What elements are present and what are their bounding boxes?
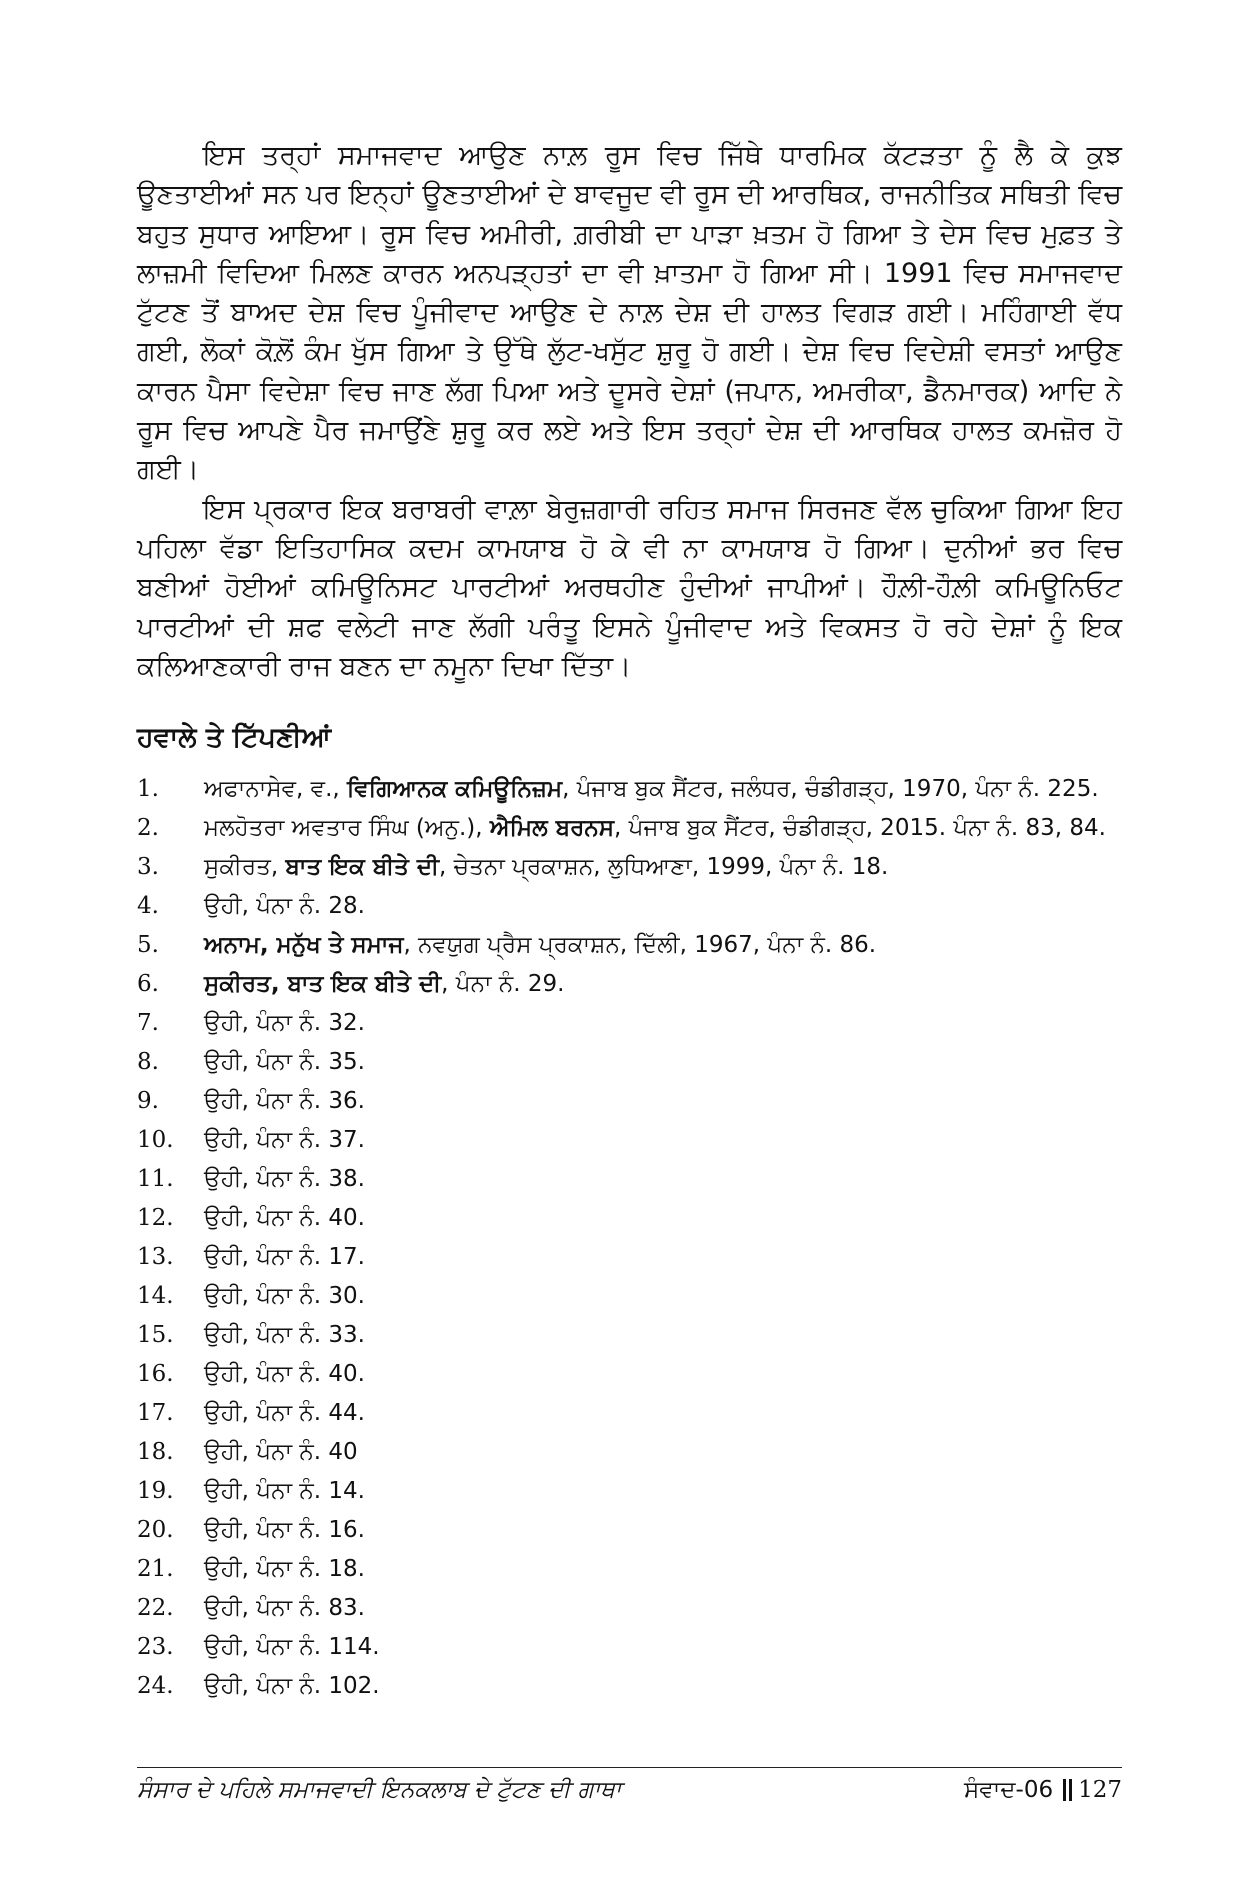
footer-divider: [137, 1767, 1122, 1768]
reference-number: 12.: [137, 1205, 174, 1231]
reference-number: 5.: [137, 932, 159, 958]
reference-number: 10.: [137, 1127, 174, 1153]
reference-item: [137, 1589, 1127, 1628]
reference-text: [204, 809, 1127, 848]
separator-bars-icon: [1063, 1779, 1072, 1801]
reference-text: [204, 965, 1127, 1004]
reference-prefix: ਉਹੀ, ਪੰਨਾ ਨੰ. 44.: [204, 1400, 365, 1426]
reference-item: [137, 1472, 1127, 1511]
reference-text: [204, 1589, 1127, 1628]
reference-item: [137, 1550, 1127, 1589]
reference-text: [204, 926, 1127, 965]
reference-title: ਅਨਾਮ, ਮਨੁੱਖ ਤੇ ਸਮਾਜ: [204, 932, 404, 958]
reference-item: [137, 1628, 1127, 1667]
reference-prefix: ਉਹੀ, ਪੰਨਾ ਨੰ. 14.: [204, 1478, 365, 1504]
reference-text: [204, 770, 1127, 809]
reference-title: ਵਿਗਿਆਨਕ ਕਮਿਊਨਿਜ਼ਮ: [347, 776, 563, 802]
reference-number: 3.: [137, 854, 159, 880]
reference-number: 18.: [137, 1439, 174, 1465]
reference-number: 11.: [137, 1166, 174, 1192]
reference-item: [137, 1082, 1127, 1121]
reference-prefix: ਉਹੀ, ਪੰਨਾ ਨੰ. 16.: [204, 1517, 365, 1543]
reference-suffix: , ਪੰਨਾ ਨੰ. 29.: [441, 971, 565, 997]
reference-number: 7.: [137, 1010, 159, 1036]
footer-page-info: [964, 1773, 1122, 1807]
reference-text: [204, 1355, 1127, 1394]
reference-text: [204, 1316, 1127, 1355]
reference-prefix: ਉਹੀ, ਪੰਨਾ ਨੰ. 18.: [204, 1556, 365, 1582]
reference-item: [137, 1199, 1127, 1238]
reference-number: 4.: [137, 893, 159, 919]
reference-text: [204, 1199, 1127, 1238]
footer-issue: ਸੰਵਾਦ-06: [964, 1777, 1054, 1803]
reference-item: [137, 1043, 1127, 1082]
reference-item: [137, 965, 1127, 1004]
reference-prefix: ਉਹੀ, ਪੰਨਾ ਨੰ. 40.: [204, 1205, 365, 1231]
paragraph-1: ਇਸ ਤਰ੍ਹਾਂ ਸਮਾਜਵਾਦ ਆਉਣ ਨਾਲ਼ ਰੂਸ ਵਿਚ ਜਿੱਥੇ ਧਾਰਮਿਕ ਕੱਟੜਤਾ ਨੂੰ ਲੈ ਕੇ ਕੁਝ ਊਣਤਾਈਆਂ ਸਨ ਪਰ ਇਨ੍ਹਾਂ ਊਣਤਾਈਆਂ ਦੇ ਬਾਵਜੂਦ ਵੀ ਰੂਸ ਦੀ ਆਰਥਿਕ, ਰਾਜਨੀਤਿਕ ਸਥਿਤੀ ਵਿਚ ਬਹੁਤ ਸੁਧਾਰ ਆਇਆ। ਰੂਸ ਵਿਚ ਅਮੀਰੀ, ਗ਼ਰੀਬੀ ਦਾ ਪਾੜਾ ਖ਼ਤਮ ਹੋ ਗਿਆ ਤੇ ਦੇਸ ਵਿਚ ਮੁਫ਼ਤ ਤੇ ਲਾਜ਼ਮੀ ਵਿਦਿਆ ਮਿਲਣ ਕਾਰਨ ਅਨਪੜ੍ਹਤਾਂ ਦਾ ਵੀ ਖ਼ਾਤਮਾ ਹੋ ਗਿਆ ਸੀ। 1991 ਵਿਚ ਸਮਾਜਵਾਦ ਟੁੱਟਣ ਤੋਂ ਬਾਅਦ ਦੇਸ਼ ਵਿਚ ਪੂੰਜੀਵਾਦ ਆਉਣ ਦੇ ਨਾਲ਼ ਦੇਸ਼ ਦੀ ਹਾਲਤ ਵਿਗੜ ਗਈ। ਮਹਿੰਗਾਈ ਵੱਧ ਗਈ, ਲੋਕਾਂ ਕੋਲ਼ੋਂ ਕੰਮ ਖੁੱਸ ਗਿਆ ਤੇ ਉੱਥੇ ਲੁੱਟ-ਖਸੁੱਟ ਸ਼ੁਰੂ ਹੋ ਗਈ। ਦੇਸ਼ ਵਿਚ ਵਿਦੇਸ਼ੀ ਵਸਤਾਂ ਆਉਣ ਕਾਰਨ ਪੈਸਾ ਵਿਦੇਸ਼ਾ ਵਿਚ ਜਾਣ ਲੱਗ ਪਿਆ ਅਤੇ ਦੂਸਰੇ ਦੇਸ਼ਾਂ (ਜਪਾਨ, ਅਮਰੀਕਾ, ਡੈਨਮਾਰਕ) ਆਦਿ ਨੇ ਰੂਸ ਵਿਚ ਆਪਣੇ ਪੈਰ ਜਮਾਉਂਣੇ ਸ਼ੁਰੂ ਕਰ ਲਏ ਅਤੇ ਇਸ ਤਰ੍ਹਾਂ ਦੇਸ਼ ਦੀ ਆਰਥਿਕ ਹਾਲਤ ਕਮਜ਼ੋਰ ਹੋ ਗਈ।: [137, 140, 1122, 486]
reference-item: [137, 809, 1127, 848]
reference-item: [137, 1316, 1127, 1355]
reference-text: [204, 1004, 1127, 1043]
reference-text: [204, 1277, 1127, 1316]
reference-suffix: , ਚੇਤਨਾ ਪ੍ਰਕਾਸ਼ਨ, ਲੁਧਿਆਣਾ, 1999, ਪੰਨਾ ਨੰ. 18.: [439, 854, 889, 880]
references-heading: ਹਵਾਲੇ ਤੇ ਟਿੱਪਣੀਆਂ: [137, 722, 332, 753]
reference-number: 17.: [137, 1400, 174, 1426]
reference-prefix: ਉਹੀ, ਪੰਨਾ ਨੰ. 35.: [204, 1049, 365, 1075]
reference-item: [137, 887, 1127, 926]
reference-suffix: , ਪੰਜਾਬ ਬੁਕ ਸੈਂਟਰ, ਜਲੰਧਰ, ਚੰਡੀਗੜ੍ਹ, 1970, ਪੰਨਾ ਨੰ. 225.: [562, 776, 1099, 802]
reference-number: 8.: [137, 1049, 159, 1075]
reference-number: 20.: [137, 1517, 174, 1543]
reference-text: [204, 1238, 1127, 1277]
reference-item: [137, 848, 1127, 887]
reference-prefix: ਉਹੀ, ਪੰਨਾ ਨੰ. 40: [204, 1439, 358, 1465]
reference-prefix: ਉਹੀ, ਪੰਨਾ ਨੰ. 38.: [204, 1166, 365, 1192]
reference-prefix: ਉਹੀ, ਪੰਨਾ ਨੰ. 17.: [204, 1244, 365, 1270]
reference-item: [137, 1394, 1127, 1433]
reference-text: [204, 1160, 1127, 1199]
reference-item: [137, 1238, 1127, 1277]
reference-number: 21.: [137, 1556, 174, 1582]
reference-number: 16.: [137, 1361, 174, 1387]
reference-number: 6.: [137, 971, 159, 997]
reference-number: 24.: [137, 1673, 174, 1699]
reference-number: 9.: [137, 1088, 159, 1114]
reference-suffix: , ਪੰਜਾਬ ਬੁਕ ਸੈਂਟਰ, ਚੰਡੀਗੜ੍ਹ, 2015. ਪੰਨਾ ਨੰ. 83, 84.: [614, 815, 1106, 841]
reference-prefix: ਉਹੀ, ਪੰਨਾ ਨੰ. 114.: [204, 1634, 380, 1660]
reference-item: [137, 1433, 1127, 1472]
reference-text: [204, 1394, 1127, 1433]
reference-text: [204, 1667, 1127, 1706]
paragraph-2: ਇਸ ਪ੍ਰਕਾਰ ਇਕ ਬਰਾਬਰੀ ਵਾਲ਼ਾ ਬੇਰੁਜ਼ਗਾਰੀ ਰਹਿਤ ਸਮਾਜ ਸਿਰਜਣ ਵੱਲ ਚੁਕਿਆ ਗਿਆ ਇਹ ਪਹਿਲਾ ਵੱਡਾ ਇਤਿਹਾਸਿਕ ਕਦਮ ਕਾਮਯਾਬ ਹੋ ਕੇ ਵੀ ਨਾ ਕਾਮਯਾਬ ਹੋ ਗਿਆ। ਦੁਨੀਆਂ ਭਰ ਵਿਚ ਬਣੀਆਂ ਹੋਈਆਂ ਕਮਿਊਨਿਸਟ ਪਾਰਟੀਆਂ ਅਰਥਹੀਣ ਹੁੰਦੀਆਂ ਜਾਪੀਆਂ। ਹੌਲ਼ੀ-ਹੌਲ਼ੀ ਕਮਿਊਨਿਓਟ ਪਾਰਟੀਆਂ ਦੀ ਸ਼ਫ ਵਲੇਟੀ ਜਾਣ ਲੱਗੀ ਪਰੰਤੂ ਇਸਨੇ ਪੂੰਜੀਵਾਦ ਅਤੇ ਵਿਕਸਤ ਹੋ ਰਹੇ ਦੇਸ਼ਾਂ ਨੂੰ ਇਕ ਕਲਿਆਣਕਾਰੀ ਰਾਜ ਬਣਨ ਦਾ ਨਮੂਨਾ ਦਿਖਾ ਦਿੱਤਾ।: [137, 493, 1122, 682]
reference-number: 15.: [137, 1322, 174, 1348]
reference-item: [137, 1121, 1127, 1160]
reference-prefix: ਉਹੀ, ਪੰਨਾ ਨੰ. 40.: [204, 1361, 365, 1387]
reference-number: 1.: [137, 776, 159, 802]
reference-text: [204, 848, 1127, 887]
reference-item: [137, 770, 1127, 809]
reference-title: ਸੁਕੀਰਤ, ਬਾਤ ਇਕ ਬੀਤੇ ਦੀ: [204, 971, 442, 997]
reference-number: 19.: [137, 1478, 174, 1504]
reference-number: 13.: [137, 1244, 174, 1270]
reference-prefix: ਸੁਕੀਰਤ,: [204, 854, 286, 880]
reference-item: [137, 1160, 1127, 1199]
reference-number: 23.: [137, 1634, 174, 1660]
reference-text: [204, 887, 1127, 926]
reference-number: 22.: [137, 1595, 174, 1621]
reference-title: ਐਮਿਲ ਬਰਨਸ: [489, 815, 615, 841]
reference-number: 2.: [137, 815, 159, 841]
reference-text: [204, 1043, 1127, 1082]
reference-text: [204, 1550, 1127, 1589]
reference-item: [137, 1277, 1127, 1316]
reference-item: [137, 926, 1127, 965]
reference-item: [137, 1004, 1127, 1043]
reference-number: 14.: [137, 1283, 174, 1309]
reference-text: [204, 1472, 1127, 1511]
reference-prefix: ਉਹੀ, ਪੰਨਾ ਨੰ. 83.: [204, 1595, 365, 1621]
reference-text: [204, 1082, 1127, 1121]
footer-running-title: ਸੰਸਾਰ ਦੇ ਪਹਿਲੇ ਸਮਾਜਵਾਦੀ ਇਨਕਲਾਬ ਦੇ ਟੁੱਟਣ ਦੀ ਗਾਥਾ: [137, 1777, 622, 1803]
reference-item: [137, 1667, 1127, 1706]
reference-item: [137, 1355, 1127, 1394]
reference-text: [204, 1121, 1127, 1160]
reference-prefix: ਉਹੀ, ਪੰਨਾ ਨੰ. 37.: [204, 1127, 365, 1153]
reference-prefix: ਉਹੀ, ਪੰਨਾ ਨੰ. 36.: [204, 1088, 365, 1114]
reference-prefix: ਅਫਾਨਾਸੇਵ, ਵ.,: [204, 776, 347, 802]
reference-prefix: ਮਲਹੋਤਰਾ ਅਵਤਾਰ ਸਿੰਘ (ਅਨੁ.),: [204, 815, 490, 841]
body-text: [137, 136, 1122, 686]
reference-prefix: ਉਹੀ, ਪੰਨਾ ਨੰ. 33.: [204, 1322, 365, 1348]
reference-suffix: , ਨਵਯੁਗ ਪ੍ਰੈਸ ਪ੍ਰਕਾਸ਼ਨ, ਦਿੱਲੀ, 1967, ਪੰਨਾ ਨੰ. 86.: [403, 932, 877, 958]
references-list: [137, 770, 1127, 1706]
reference-prefix: ਉਹੀ, ਪੰਨਾ ਨੰ. 28.: [204, 893, 365, 919]
reference-item: [137, 1511, 1127, 1550]
reference-text: [204, 1628, 1127, 1667]
page-number: 127: [1078, 1777, 1122, 1803]
reference-prefix: ਉਹੀ, ਪੰਨਾ ਨੰ. 102.: [204, 1673, 380, 1699]
reference-prefix: ਉਹੀ, ਪੰਨਾ ਨੰ. 30.: [204, 1283, 365, 1309]
reference-text: [204, 1433, 1127, 1472]
reference-text: [204, 1511, 1127, 1550]
reference-title: ਬਾਤ ਇਕ ਬੀਤੇ ਦੀ: [285, 854, 440, 880]
reference-prefix: ਉਹੀ, ਪੰਨਾ ਨੰ. 32.: [204, 1010, 365, 1036]
